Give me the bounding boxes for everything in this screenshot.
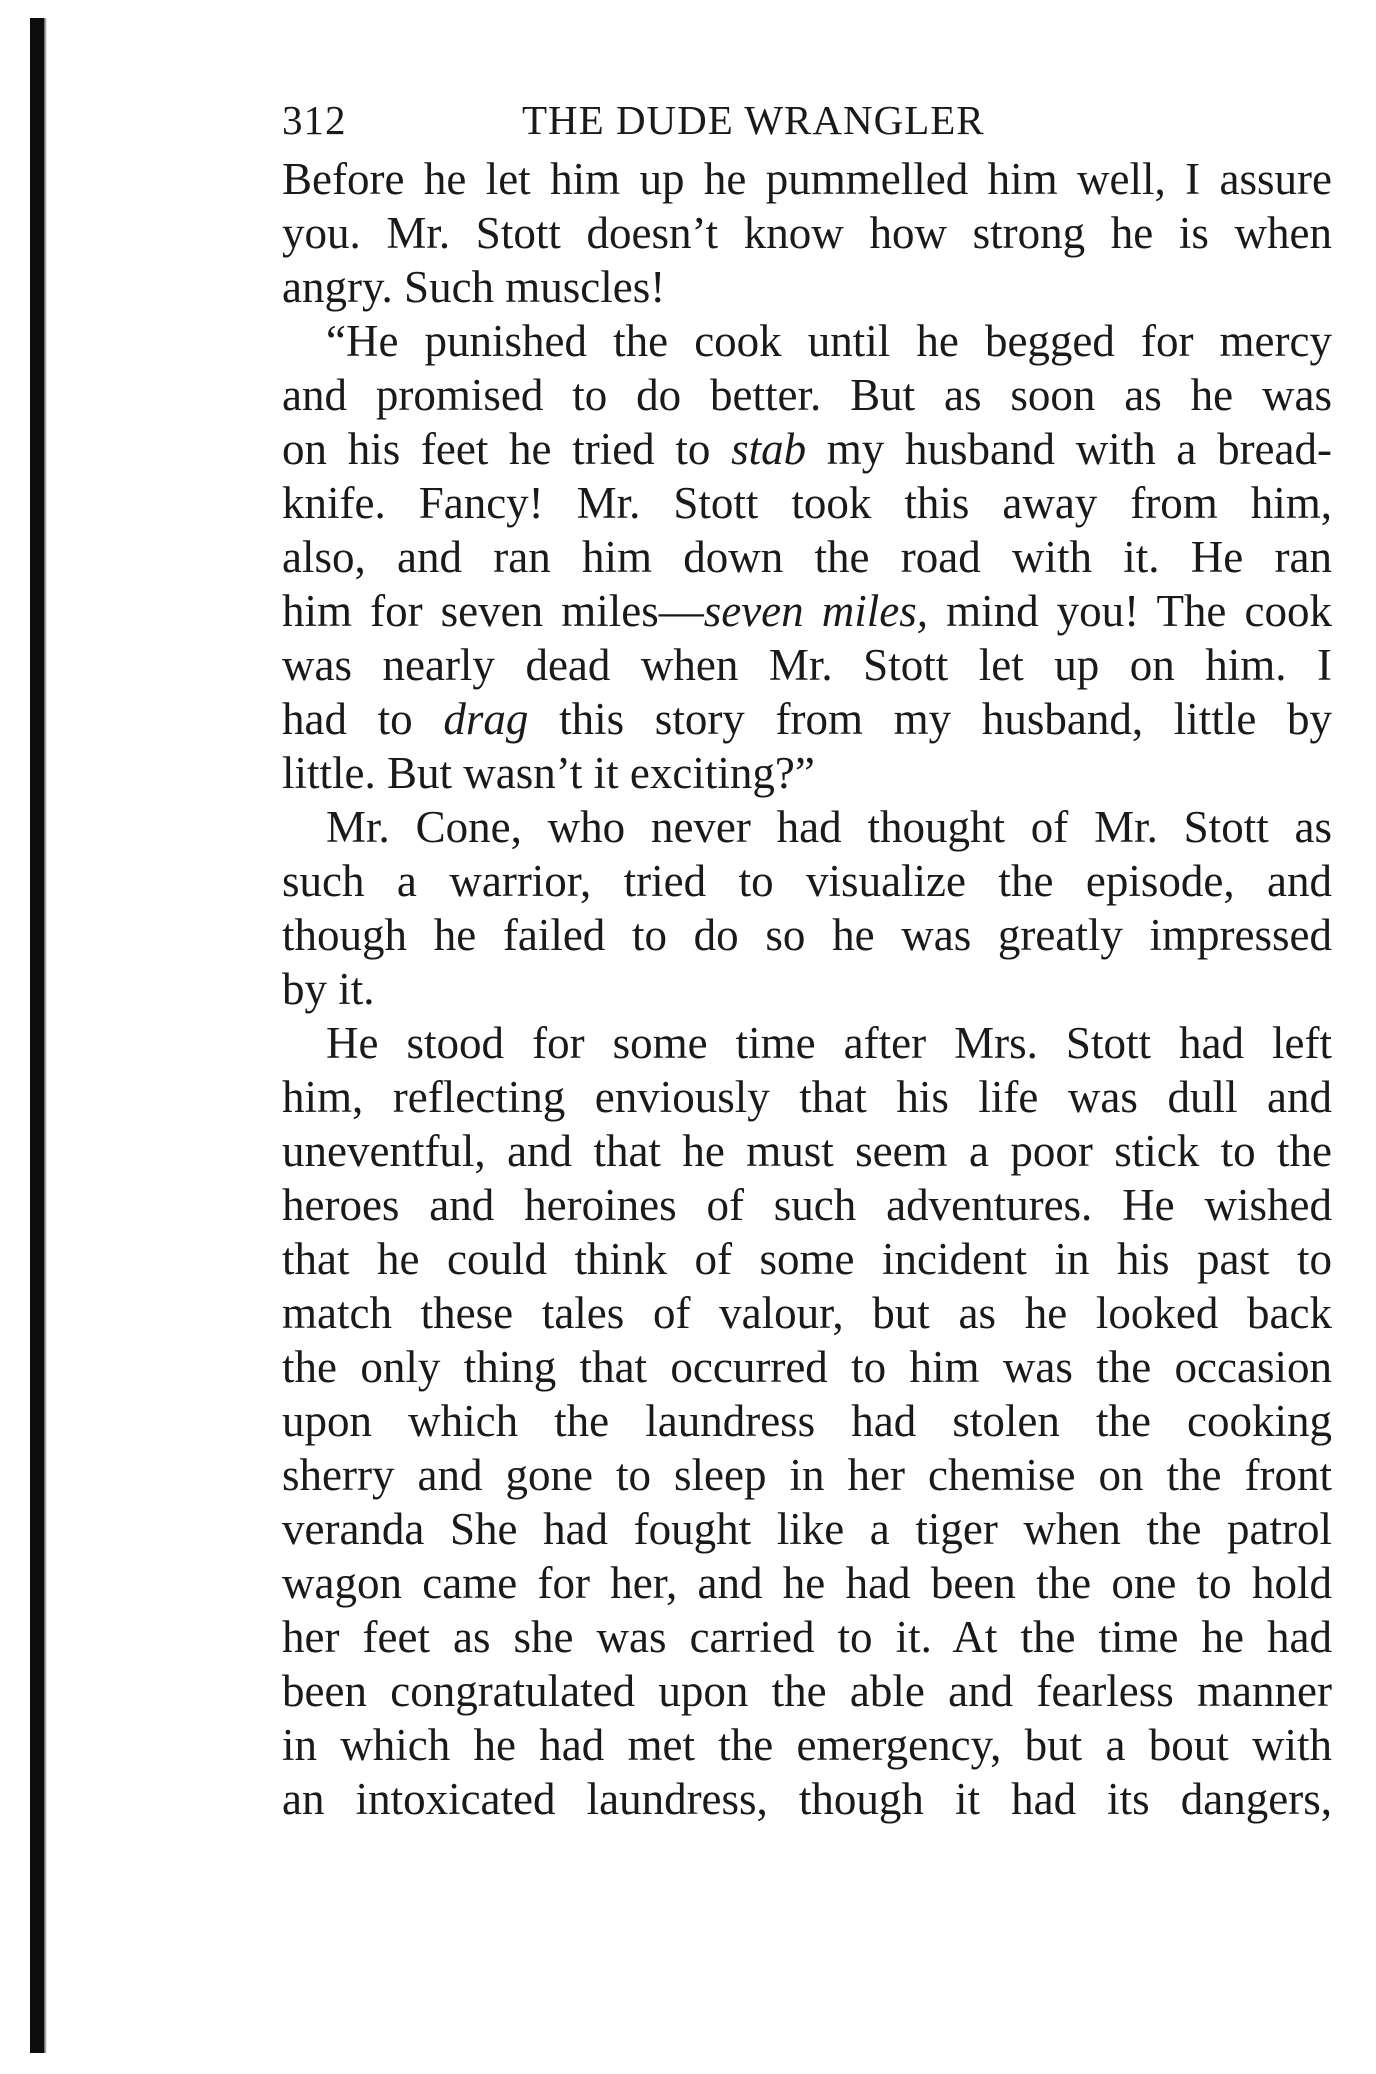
text-line: by it. xyxy=(282,964,375,1014)
text-line: been congratulated upon the able and fearless manner xyxy=(282,1666,1332,1716)
text-line: you. Mr. Stott doesn’t know how strong he is when xyxy=(282,208,1332,258)
text-line: that he could think of some incident in his past to xyxy=(282,1234,1332,1284)
text-line: knife. Fancy! Mr. Stott took this away from him, xyxy=(282,478,1332,528)
text-line: match these tales of valour, but as he looked back xyxy=(282,1288,1332,1338)
text-line: uneventful, and that he must seem a poor stick to the xyxy=(282,1126,1332,1176)
paragraph xyxy=(282,152,1332,314)
book-page xyxy=(282,96,1332,1826)
paragraph xyxy=(282,1016,1332,1826)
text-line: Before he let him up he pummelled him well, I assure xyxy=(282,154,1332,204)
text-line: in which he had met the emergency, but a bout with xyxy=(282,1720,1332,1770)
text-line: Mr. Cone, who never had thought of Mr. Stott as xyxy=(326,802,1332,852)
text-line: though he failed to do so he was greatly impressed xyxy=(282,910,1332,960)
running-title: THE DUDE WRANGLER xyxy=(522,97,985,143)
text-line: upon which the laundress had stolen the cooking xyxy=(282,1396,1332,1446)
text-line: on his feet he tried to stab my husband with a bread- xyxy=(282,424,1332,474)
spine-edge-gradient xyxy=(44,18,47,2053)
text-line: an intoxicated laundress, though it had its dangers, xyxy=(282,1774,1332,1824)
text-line: veranda She had fought like a tiger when the patrol xyxy=(282,1504,1332,1554)
running-head xyxy=(282,96,1332,152)
text-line: her feet as she was carried to it. At the time he had xyxy=(282,1612,1332,1662)
text-line: was nearly dead when Mr. Stott let up on him. I xyxy=(282,640,1332,690)
book-spine-shadow xyxy=(30,18,44,2053)
text-line: angry. Such muscles! xyxy=(282,262,666,312)
text-line: also, and ran him down the road with it. He ran xyxy=(282,532,1332,582)
text-line: “He punished the cook until he begged for mercy xyxy=(326,316,1332,366)
text-line: sherry and gone to sleep in her chemise on the front xyxy=(282,1450,1332,1500)
paragraph xyxy=(282,314,1332,800)
text-line: such a warrior, tried to visualize the episode, and xyxy=(282,856,1332,906)
page-number: 312 xyxy=(282,97,347,143)
text-line: He stood for some time after Mrs. Stott had left xyxy=(326,1018,1332,1068)
text-line: heroes and heroines of such adventures. He wished xyxy=(282,1180,1332,1230)
text-line: the only thing that occurred to him was the occasion xyxy=(282,1342,1332,1392)
paragraph xyxy=(282,800,1332,1016)
text-line: wagon came for her, and he had been the one to hold xyxy=(282,1558,1332,1608)
text-line: him, reflecting enviously that his life was dull and xyxy=(282,1072,1332,1122)
text-line: had to drag this story from my husband, little by xyxy=(282,694,1332,744)
text-line: little. But wasn’t it exciting?” xyxy=(282,748,815,798)
body-text xyxy=(282,152,1332,1826)
text-line: him for seven miles—seven miles, mind you! The cook xyxy=(282,586,1332,636)
text-line: and promised to do better. But as soon as he was xyxy=(282,370,1332,420)
